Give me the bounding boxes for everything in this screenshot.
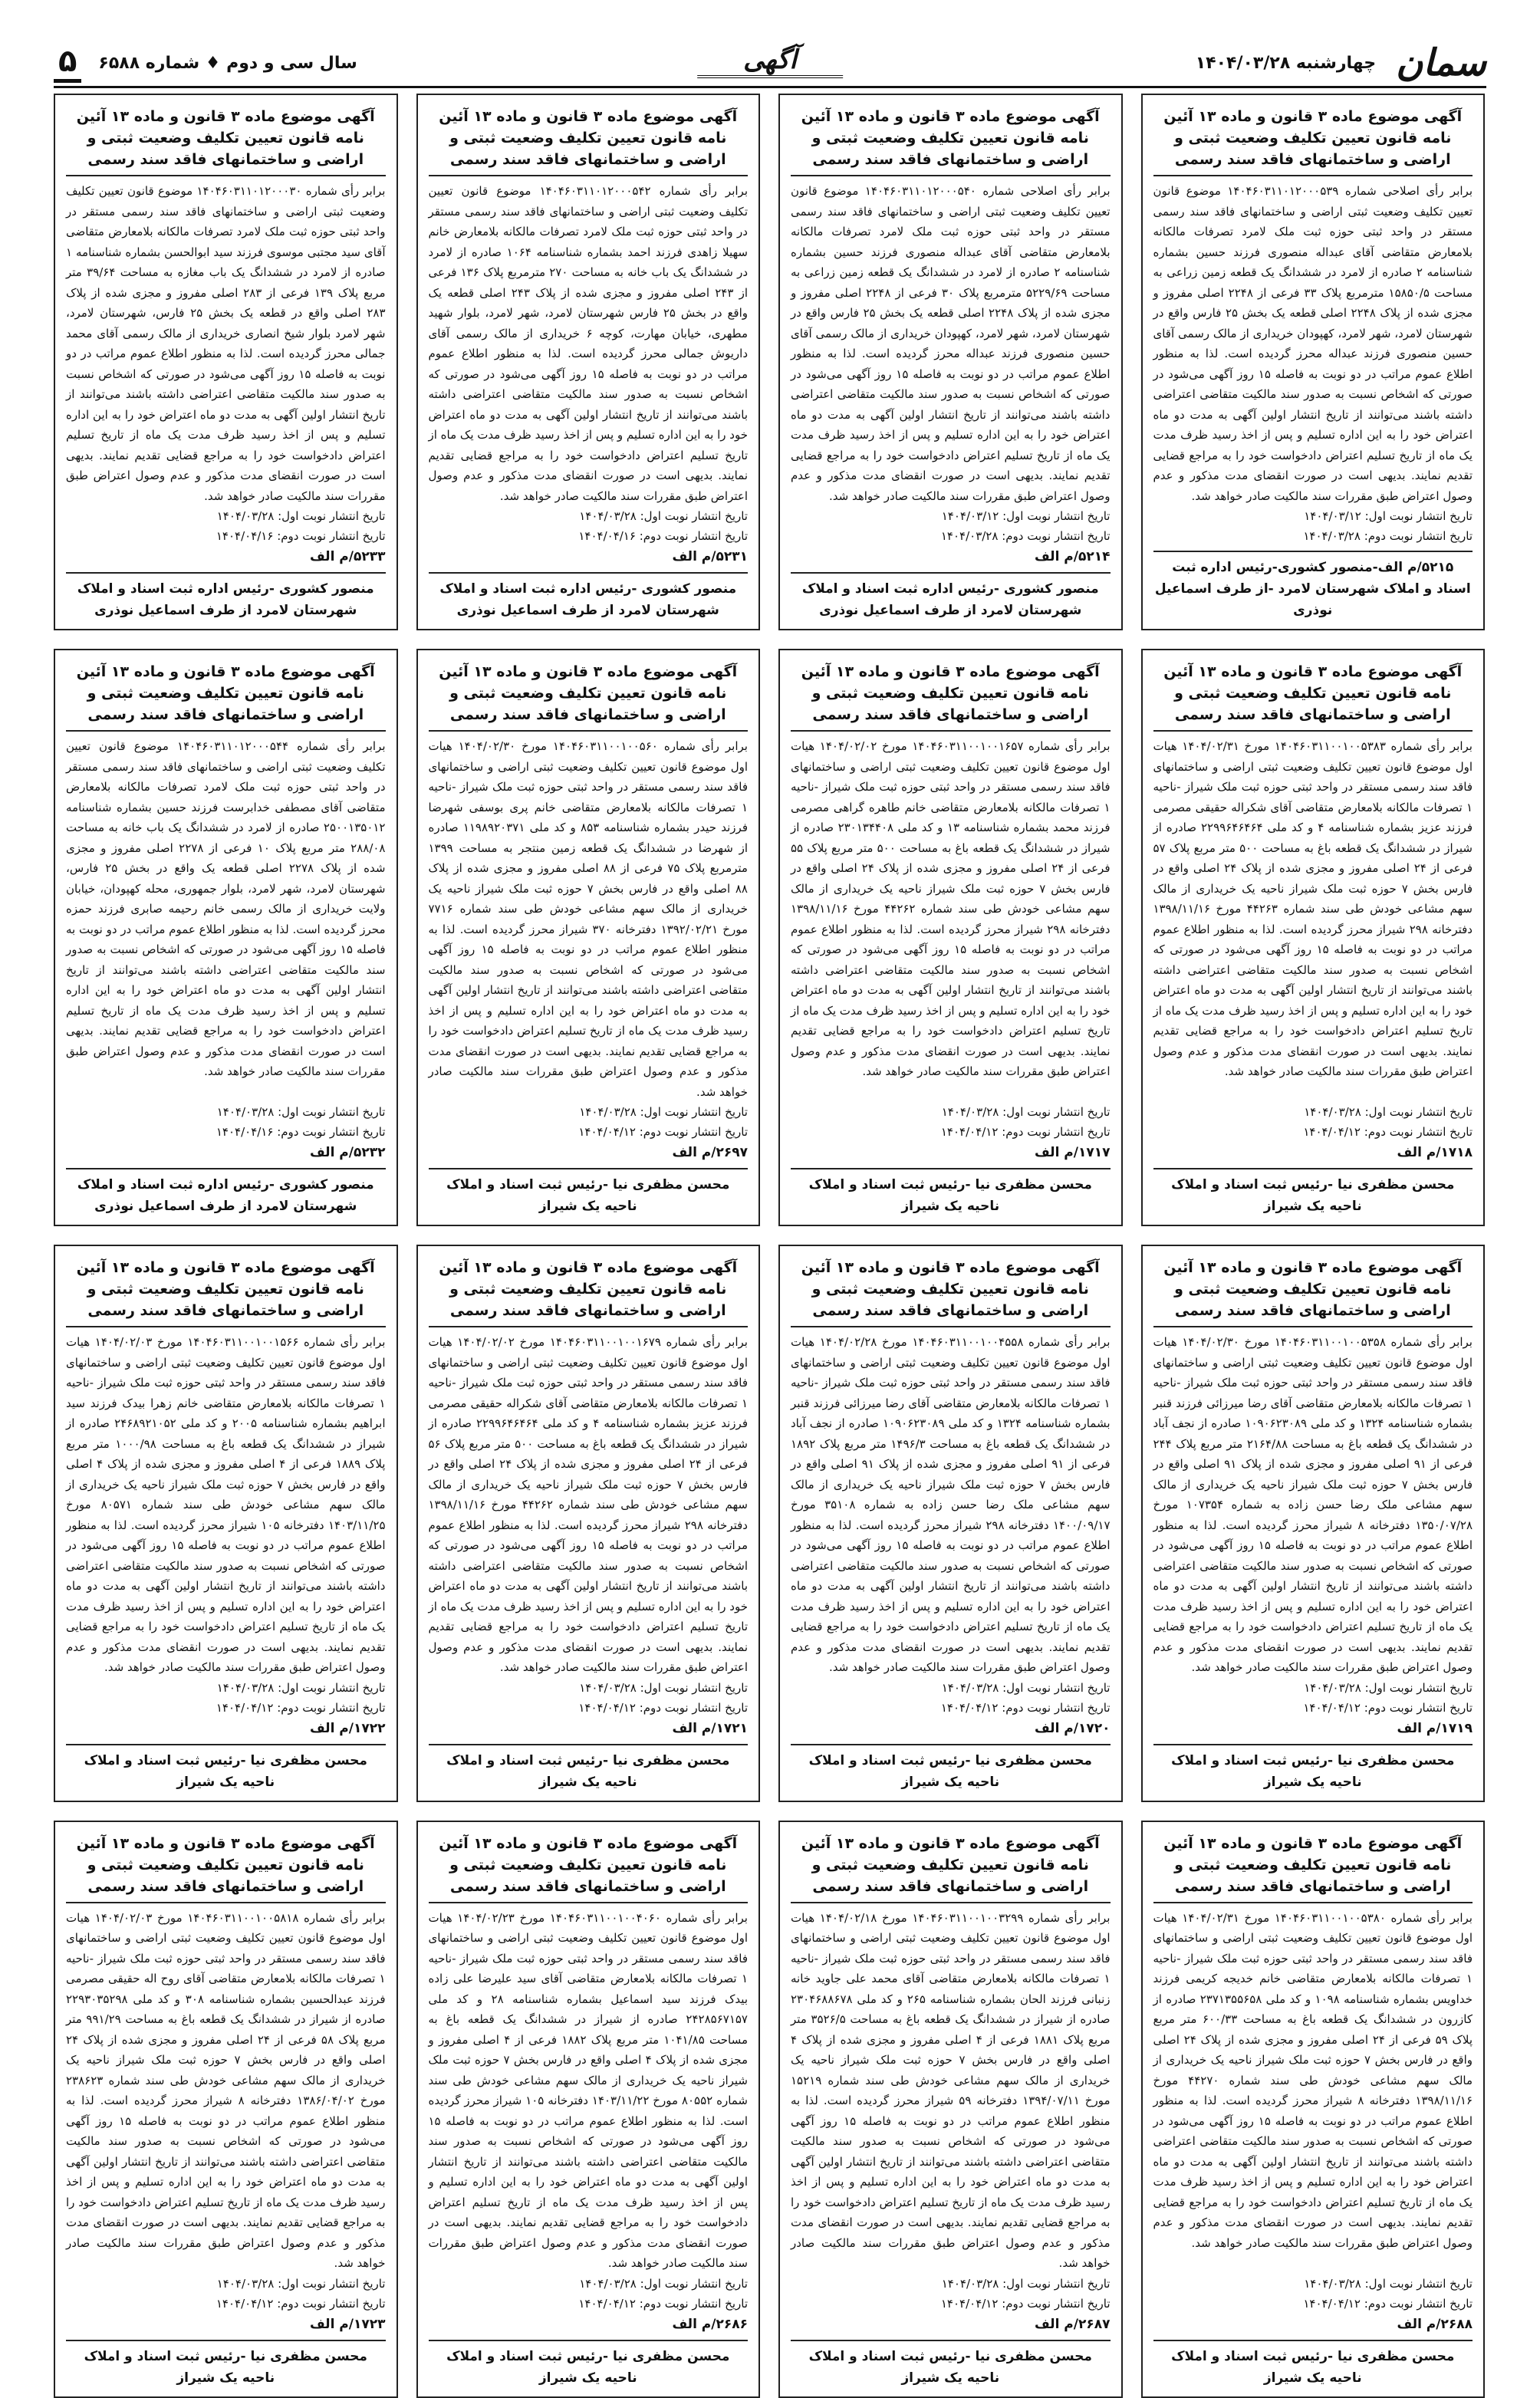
second-publication-date: تاریخ انتشار نوبت دوم: ۱۴۰۴/۰۴/۱۲ (1303, 1700, 1473, 1715)
notice-code: ۱۷۲۳/م الف (309, 2316, 386, 2332)
notice-title: آگهی موضوع ماده ۳ قانون و ماده ۱۳ آئین نامه قانون تعیین تکلیف وضعیت ثبتی و اراضی و ساختمانهای فاقد سند رسمی (791, 1257, 1111, 1327)
notice-body: برابر رأی اصلاحی شماره ۱۴۰۴۶۰۳۱۱۰۱۲۰۰۰۵۳۹ موضوع قانون تعیین تکلیف وضعیت ثبتی اراضی و ساختمانهای فاقد سند رسمی مستقر در واحد ثبتی حوزه ثبت ملک لامرد تصرفات مالکانه بلامعارض متقاضی آقای عبداله منصوری فرزند حسین بشماره شناسنامه ۲ صادره از لامرد در ششدانگ یک قطعه زمین زراعی به مساحت ۱۵۸۵۰/۵ مترمربع پلاک ۳۳ فرعی از ۲۲۴۸ اصلی مفروز و مجزی شده از پلاک ۲۲۴۸ اصلی قطعه یک بخش ۲۵ فارس واقع در شهرستان لامرد، شهر لامرد، کهپودان خریداری از مالک رسمی آقای حسین منصوری فرزند عبداله محرز گردیده است. لذا به منظور اطلاع عموم مراتب در دو نوبت به فاصله ۱۵ روز آگهی می‌شود در صورتی که اشخاص نسبت به صدور سند مالکیت متقاضی اعتراضی داشته باشند می‌توانند از تاریخ انتشار اولین آگهی به مدت دو ماه اعتراض خود را به این اداره تسلیم و پس از اخذ رسید ظرف مدت یک ماه از تاریخ تسلیم اعتراض دادخواست خود را به مراجع قضایی تقدیم نمایند. بدیهی است در صورت انقضای مدت مذکور و عدم وصول اعتراض طبق مقررات سند مالکیت صادر خواهد شد. (1153, 184, 1473, 503)
notice-body: برابر رأی شماره ۱۴۰۴۶۰۳۱۱۰۰۱۰۰۴۵۵۸ مورخ ۱۴۰۴/۰۲/۲۸ هیات اول موضوع قانون تعیین تکلیف وضعیت ثبتی اراضی و ساختمانهای فاقد سند رسمی مستقر در واحد ثبتی حوزه ثبت ملک شیراز -ناحیه ۱ تصرفات مالکانه بلامعارض متقاضی آقای رضا میرزائی فرزند قنبر بشماره شناسنامه ۱۳۲۴ و کد ملی ۱۰۹۰۶۲۳۰۸۹ صادره از نجف آباد در ششدانگ یک قطعه باغ به مساحت ۱۴۹۶/۳ متر مربع پلاک ۱۸۹۲ فرعی از ۹۱ اصلی مفروز و مجزی شده از پلاک ۹۱ اصلی واقع در فارس بخش ۷ حوزه ثبت ملک شیراز ناحیه یک خریداری از مالک سهم مشاعی ملک رضا حسن زاده به شماره ۳۵۱۰۸ مورخ ۱۴۰۰/۰۹/۱۷ دفترخانه ۲۹۸ شیراز محرز گردیده است. لذا به منظور اطلاع عموم مراتب در دو نوبت به فاصله ۱۵ روز آگهی می‌شود در صورتی که اشخاص نسبت به صدور سند مالکیت متقاضی اعتراضی داشته باشند می‌توانند از تاریخ انتشار اولین آگهی به مدت دو ماه اعتراض خود را به این اداره تسلیم و پس از اخذ رسید ظرف مدت یک ماه از تاریخ تسلیم اعتراض دادخواست خود را به مراجع قضایی تقدیم نمایند. بدیهی است در صورت انقضای مدت مذکور و عدم وصول اعتراض طبق مقررات سند مالکیت صادر خواهد شد. (791, 1335, 1111, 1674)
first-publication-date: تاریخ انتشار نوبت اول: ۱۴۰۴/۰۳/۲۸ (216, 1105, 386, 1119)
second-publication-date: تاریخ انتشار نوبت دوم: ۱۴۰۴/۰۴/۱۶ (216, 529, 386, 543)
notice-signature: محسن مظفری نیا -رئیس ثبت اسناد و املاک ناحیه یک شیراز (66, 1744, 386, 1793)
legal-notice (1141, 94, 1486, 630)
second-publication-date: تاریخ انتشار نوبت دوم: ۱۴۰۴/۰۴/۱۶ (216, 1125, 386, 1139)
masthead-right (1196, 41, 1486, 84)
header-rule (54, 86, 1486, 88)
notice-body: برابر رأی شماره ۱۴۰۴۶۰۳۱۱۰۱۲۰۰۰۳۰ موضوع قانون تعیین تکلیف وضعیت ثبتی اراضی و ساختمانهای فاقد سند رسمی مستقر در واحد ثبتی حوزه ثبت ملک لامرد تصرفات مالکانه بلامعارض متقاضی آقای سید مجتبی موسوی فرزند سید ابوالحسن بشماره شناسنامه ۱ صادره از لامرد در ششدانگ یک باب مغازه به مساحت ۳۹/۶۴ متر مربع پلاک ۱۳۹ فرعی از ۲۸۳ اصلی مفروز و مجزی شده از پلاک ۲۸۳ اصلی واقع در قطعه یک بخش ۲۵ فارس، شهرستان لامرد، شهر لامرد بلوار شیخ انصاری خریداری از مالک رسمی آقای محمد جمالی محرز گردیده است. لذا به منظور اطلاع عموم مراتب در دو نوبت به فاصله ۱۵ روز آگهی می‌شود در صورتی که اشخاص نسبت به صدور سند مالکیت متقاضی اعتراضی داشته باشند می‌توانند از تاریخ انتشار اولین آگهی به مدت دو ماه اعتراض خود را به این اداره تسلیم و پس از اخذ رسید ظرف مدت یک ماه از تاریخ تسلیم اعتراض دادخواست خود را به مراجع قضایی تقدیم نمایند. بدیهی است در صورت انقضای مدت مذکور و عدم وصول اعتراض طبق مقررات سند مالکیت صادر خواهد شد. (66, 184, 386, 503)
notice-code: ۲۶۹۷/م الف (672, 1145, 748, 1160)
second-publication-date: تاریخ انتشار نوبت دوم: ۱۴۰۴/۰۴/۱۲ (578, 1125, 748, 1139)
notice-body: برابر رأی اصلاحی شماره ۱۴۰۴۶۰۳۱۱۰۱۲۰۰۰۵۴۰ موضوع قانون تعیین تکلیف وضعیت ثبتی اراضی و ساختمانهای فاقد سند رسمی مستقر در واحد ثبتی حوزه ثبت ملک لامرد تصرفات مالکانه بلامعارض متقاضی آقای عبداله منصوری فرزند حسین بشماره شناسنامه ۲ صادره از لامرد در ششدانگ یک قطعه زمین زراعی به مساحت ۵۲۲۹/۶۹ مترمربع پلاک ۳۰ فرعی از ۲۲۴۸ اصلی مفروز و مجزی شده از پلاک ۲۲۴۸ اصلی قطعه یک بخش ۲۵ فارس واقع در شهرستان لامرد، شهر لامرد، کهپودان خریداری از مالک رسمی آقای حسین منصوری فرزند عبداله محرز گردیده است. لذا به منظور اطلاع عموم مراتب در دو نوبت به فاصله ۱۵ روز آگهی می‌شود در صورتی که اشخاص نسبت به صدور سند مالکیت متقاضی اعتراضی داشته باشند می‌توانند از تاریخ انتشار اولین آگهی به مدت دو ماه اعتراض خود را به این اداره تسلیم و پس از اخذ رسید ظرف مدت یک ماه از تاریخ تسلیم اعتراض دادخواست خود را به مراجع قضایی تقدیم نمایند. بدیهی است در صورت انقضای مدت مذکور و عدم وصول اعتراض طبق مقررات سند مالکیت صادر خواهد شد. (791, 184, 1111, 503)
legal-notice (54, 1821, 398, 2398)
first-publication-date: تاریخ انتشار نوبت اول: ۱۴۰۴/۰۳/۲۸ (216, 509, 386, 523)
notice-title: آگهی موضوع ماده ۳ قانون و ماده ۱۳ آئین نامه قانون تعیین تکلیف وضعیت ثبتی و اراضی و ساختمانهای فاقد سند رسمی (66, 661, 386, 732)
notice-title: آگهی موضوع ماده ۳ قانون و ماده ۱۳ آئین نامه قانون تعیین تکلیف وضعیت ثبتی و اراضی و ساختمانهای فاقد سند رسمی (791, 106, 1111, 176)
second-publication-date: تاریخ انتشار نوبت دوم: ۱۴۰۴/۰۴/۱۲ (1303, 2296, 1473, 2311)
first-publication-date: تاریخ انتشار نوبت اول: ۱۴۰۴/۰۳/۲۸ (579, 509, 748, 523)
notice-code: ۱۷۲۱/م الف (672, 1720, 748, 1736)
notice-code: ۱۷۲۰/م الف (1034, 1720, 1111, 1736)
notice-title: آگهی موضوع ماده ۳ قانون و ماده ۱۳ آئین نامه قانون تعیین تکلیف وضعیت ثبتی و اراضی و ساختمانهای فاقد سند رسمی (791, 1833, 1111, 1903)
notice-body: برابر رأی شماره ۱۴۰۴۶۰۳۱۱۰۰۱۰۰۵۶۰ مورخ ۱۴۰۴/۰۲/۳۰ هیات اول موضوع قانون تعیین تکلیف وضعیت ثبتی اراضی و ساختمانهای فاقد سند رسمی مستقر در واحد ثبتی حوزه ثبت ملک شیراز -ناحیه ۱ تصرفات مالکانه بلامعارض متقاضی خانم پری بوسفی شهرضا فرزند حیدر بشماره شناسنامه ۸۵۳ و کد ملی ۱۱۹۸۹۲۰۳۷۱ صادره از شهرضا در ششدانگ یک قطعه زمین منتجر به مساحت ۱۳۹۹ مترمربع پلاک ۷۵ فرعی از ۸۸ اصلی مفروز و مجزی شده از پلاک ۸۸ اصلی واقع در فارس بخش ۷ حوزه ثبت ملک شیراز ناحیه یک خریداری از مالک سهم مشاعی خودش طی سند شماره ۷۷۱۶ مورخ ۱۳۹۲/۰۲/۲۱ دفترخانه ۳۷۰ شیراز محرز گردیده است. لذا به منظور اطلاع عموم مراتب در دو نوبت به فاصله ۱۵ روز آگهی می‌شود در صورتی که اشخاص نسبت به صدور سند مالکیت متقاضی اعتراضی داشته باشند می‌توانند از تاریخ انتشار اولین آگهی به مدت دو ماه اعتراض خود را به این اداره تسلیم و پس از اخذ رسید ظرف مدت یک ماه از تاریخ تسلیم اعتراض دادخواست خود را به مراجع قضایی تقدیم نمایند. بدیهی است در صورت انقضای مدت مذکور و عدم وصول اعتراض طبق مقررات سند مالکیت صادر خواهد شد. (428, 739, 749, 1099)
notice-body: برابر رأی شماره ۱۴۰۴۶۰۳۱۱۰۰۱۰۰۳۲۹۹ مورخ ۱۴۰۴/۰۲/۱۸ هیات اول موضوع قانون تعیین تکلیف وضعیت ثبتی اراضی و ساختمانهای فاقد سند رسمی مستقر در واحد ثبتی حوزه ثبت ملک شیراز -ناحیه ۱ تصرفات مالکانه بلامعارض متقاضی آقای محمد علی جاوید خانه زنبانی فرزند الحان بشماره شناسنامه ۲۶۵ و کد ملی ۲۳۰۴۶۸۸۶۷۸ صادره از شیراز در ششدانگ یک قطعه باغ به مساحت ۳۵۲۶/۵ متر مربع پلاک ۱۸۸۱ فرعی از ۴ اصلی مفروز و مجزی شده از پلاک ۴ اصلی واقع در فارس بخش ۷ حوزه ثبت ملک شیراز ناحیه یک خریداری از مالک سهم مشاعی خودش طی سند شماره ۱۵۲۱۹ مورخ ۱۳۹۴/۰۷/۱۱ دفترخانه ۵۹ شیراز محرز گردیده است. لذا به منظور اطلاع عموم مراتب در دو نوبت به فاصله ۱۵ روز آگهی می‌شود در صورتی که اشخاص نسبت به صدور سند مالکیت متقاضی اعتراضی داشته باشند می‌توانند از تاریخ انتشار اولین آگهی به مدت دو ماه اعتراض خود را به این اداره تسلیم و پس از اخذ رسید ظرف مدت یک ماه از تاریخ تسلیم اعتراض دادخواست خود را به مراجع قضایی تقدیم نمایند. بدیهی است در صورت انقضای مدت مذکور و عدم وصول اعتراض طبق مقررات سند مالکیت صادر خواهد شد. (791, 1910, 1111, 2270)
notice-title: آگهی موضوع ماده ۳ قانون و ماده ۱۳ آئین نامه قانون تعیین تکلیف وضعیت ثبتی و اراضی و ساختمانهای فاقد سند رسمی (1153, 1833, 1473, 1903)
notice-code: ۵۲۳۱/م الف (672, 549, 748, 564)
second-publication-date: تاریخ انتشار نوبت دوم: ۱۴۰۴/۰۴/۱۲ (578, 2296, 748, 2311)
notice-body: برابر رأی شماره ۱۴۰۴۶۰۳۱۱۰۱۲۰۰۰۵۴۲ موضوع قانون تعیین تکلیف وضعیت ثبتی اراضی و ساختمانهای فاقد سند رسمی مستقر در واحد ثبتی حوزه ثبت ملک لامرد تصرفات مالکانه بلامعارض خانم سهیلا زاهدی فرزند احمد بشماره شناسنامه ۱۰۶۴ صادره از لامرد در ششدانگ یک باب خانه به مساحت ۲۷۰ مترمربع پلاک ۱۳۶ فرعی از ۲۴۳ اصلی مفروز و مجزی شده از پلاک ۲۴۳ اصلی قطعه یک واقع در بخش ۲۵ فارس شهرستان لامرد، شهر لامرد، بلوار شهید مطهری، خیابان مهارت، کوچه ۶ خریداری از مالک رسمی آقای داریوش جمالی محرز گردیده است. لذا به منظور اطلاع عموم مراتب در دو نوبت به فاصله ۱۵ روز آگهی می‌شود در صورتی که اشخاص نسبت به صدور سند مالکیت متقاضی اعتراضی داشته باشند می‌توانند از تاریخ انتشار اولین آگهی به مدت دو ماه اعتراض خود را به این اداره تسلیم و پس از اخذ رسید ظرف مدت یک ماه از تاریخ تسلیم اعتراض دادخواست خود را به مراجع قضایی تقدیم نمایند. بدیهی است در صورت انقضای مدت مذکور و عدم وصول اعتراض طبق مقررات سند مالکیت صادر خواهد شد. (428, 184, 749, 503)
issue-number: سال سی و دوم ♦ شماره ۶۵۸۸ (98, 53, 357, 73)
legal-notice (778, 94, 1123, 630)
legal-notice (416, 1245, 761, 1802)
first-publication-date: تاریخ انتشار نوبت اول: ۱۴۰۴/۰۳/۲۸ (1304, 1680, 1473, 1695)
notice-title: آگهی موضوع ماده ۳ قانون و ماده ۱۳ آئین نامه قانون تعیین تکلیف وضعیت ثبتی و اراضی و ساختمانهای فاقد سند رسمی (429, 106, 749, 176)
notice-body: برابر رأی شماره ۱۴۰۴۶۰۳۱۱۰۰۱۰۰۵۳۸۳ مورخ ۱۴۰۴/۰۲/۳۱ هیات اول موضوع قانون تعیین تکلیف وضعیت ثبتی اراضی و ساختمانهای فاقد سند رسمی مستقر در واحد ثبتی حوزه ثبت ملک شیراز -ناحیه ۱ تصرفات مالکانه بلامعارض متقاضی آقای شکراله حقیقی مصرمی فرزند عزیز بشماره شناسنامه ۴ و کد ملی ۲۲۹۹۶۴۶۴۶۴ صادره از شیراز در ششدانگ یک قطعه باغ به مساحت ۵۰۰ متر مربع پلاک ۵۷ فرعی از ۲۴ اصلی مفروز و مجزی شده از پلاک ۲۴ اصلی واقع در فارس بخش ۷ حوزه ثبت ملک شیراز ناحیه یک خریداری از مالک سهم مشاعی خودش طی سند شماره ۴۴۲۶۳ مورخ ۱۳۹۸/۱۱/۱۶ دفترخانه ۲۹۸ شیراز محرز گردیده است. لذا به منظور اطلاع عموم مراتب در دو نوبت به فاصله ۱۵ روز آگهی می‌شود در صورتی که اشخاص نسبت به صدور سند مالکیت متقاضی اعتراضی داشته باشند می‌توانند از تاریخ انتشار اولین آگهی به مدت دو ماه اعتراض خود را به این اداره تسلیم و پس از اخذ رسید ظرف مدت یک ماه از تاریخ تسلیم اعتراض دادخواست خود را به مراجع قضایی تقدیم نمایند. بدیهی است در صورت انقضای مدت مذکور و عدم وصول اعتراض طبق مقررات سند مالکیت صادر خواهد شد. (1153, 739, 1473, 1078)
notice-signature: محسن مظفری نیا -رئیس ثبت اسناد و املاک ناحیه یک شیراز (429, 2340, 749, 2389)
notice-code: ۱۷۱۸/م الف (1397, 1145, 1473, 1160)
notice-body: برابر رأی شماره ۱۴۰۴۶۰۳۱۱۰۰۱۰۰۱۶۵۷ مورخ ۱۴۰۴/۰۲/۰۲ هیات اول موضوع قانون تعیین تکلیف وضعیت ثبتی اراضی و ساختمانهای فاقد سند رسمی مستقر در واحد ثبتی حوزه ثبت ملک شیراز -ناحیه ۱ تصرفات مالکانه بلامعارض متقاضی خانم طاهره گراهی مصرمی فرزند محمد بشماره شناسنامه ۱۳ و کد ملی ۲۳۰۱۳۴۴۰۸ صادره از شیراز در ششدانگ یک قطعه باغ به مساحت ۵۰۰ متر مربع پلاک ۵۵ فرعی از ۲۴ اصلی مفروز و مجزی شده از پلاک ۲۴ اصلی واقع در فارس بخش ۷ حوزه ثبت ملک شیراز ناحیه یک خریداری از مالک سهم مشاعی خودش طی سند شماره ۴۴۲۶۲ مورخ ۱۳۹۸/۱۱/۱۶ دفترخانه ۲۹۸ شیراز محرز گردیده است. لذا به منظور اطلاع عموم مراتب در دو نوبت به فاصله ۱۵ روز آگهی می‌شود در صورتی که اشخاص نسبت به صدور سند مالکیت متقاضی اعتراضی داشته باشند می‌توانند از تاریخ انتشار اولین آگهی به مدت دو ماه اعتراض خود را به این اداره تسلیم و پس از اخذ رسید ظرف مدت یک ماه از تاریخ تسلیم اعتراض دادخواست خود را به مراجع قضایی تقدیم نمایند. بدیهی است در صورت انقضای مدت مذکور و عدم وصول اعتراض طبق مقررات سند مالکیت صادر خواهد شد. (790, 739, 1111, 1078)
masthead-left (54, 44, 357, 83)
legal-notice (778, 649, 1123, 1226)
legal-notice (54, 649, 398, 1226)
notice-code: ۲۶۸۸/م الف (1397, 2316, 1473, 2332)
first-publication-date: تاریخ انتشار نوبت اول: ۱۴۰۴/۰۳/۲۸ (941, 1680, 1111, 1695)
first-publication-date: تاریخ انتشار نوبت اول: ۱۴۰۴/۰۳/۱۲ (941, 509, 1111, 523)
legal-notice (778, 1245, 1123, 1802)
notice-signature: منصور کشوری -رئیس اداره ثبت اسناد و املاک شهرستان لامرد از طرف اسماعیل نوذری (791, 572, 1111, 621)
legal-notice (778, 1821, 1123, 2398)
notice-signature: محسن مظفری نیا -رئیس ثبت اسناد و املاک ناحیه یک شیراز (791, 1744, 1111, 1793)
issue-date: چهارشنبه ۱۴۰۴/۰۳/۲۸ (1195, 53, 1377, 73)
notice-title: آگهی موضوع ماده ۳ قانون و ماده ۱۳ آئین نامه قانون تعیین تکلیف وضعیت ثبتی و اراضی و ساختمانهای فاقد سند رسمی (66, 1257, 386, 1327)
notice-signature: ۵۲۱۵/م الف-منصور کشوری-رئیس اداره ثبت اسناد و املاک شهرستان لامرد -از طرف اسماعیل نوذری (1153, 551, 1473, 621)
second-publication-date: تاریخ انتشار نوبت دوم: ۱۴۰۴/۰۴/۱۲ (216, 2296, 386, 2311)
first-publication-date: تاریخ انتشار نوبت اول: ۱۴۰۴/۰۳/۲۸ (579, 1680, 748, 1695)
masthead (54, 40, 1486, 86)
notice-signature: محسن مظفری نیا -رئیس ثبت اسناد و املاک ناحیه یک شیراز (1153, 1168, 1473, 1217)
first-publication-date: تاریخ انتشار نوبت اول: ۱۴۰۴/۰۳/۲۸ (1304, 2276, 1473, 2291)
second-publication-date: تاریخ انتشار نوبت دوم: ۱۴۰۴/۰۴/۱۲ (578, 1700, 748, 1715)
notice-body: برابر رأی شماره ۱۴۰۴۶۰۳۱۱۰۰۱۰۰۵۳۸۰ مورخ ۱۴۰۴/۰۲/۳۱ هیات اول موضوع قانون تعیین تکلیف وضعیت ثبتی اراضی و ساختمانهای فاقد سند رسمی مستقر در واحد ثبتی حوزه ثبت ملک شیراز -ناحیه ۱ تصرفات مالکانه بلامعارض متقاضی خانم خدیجه کریمی فرزند خداویس بشماره شناسنامه ۱۰۹۸ و کد ملی ۲۳۷۱۳۵۵۶۵۸ صادره از کازرون در ششدانگ یک قطعه باغ به مساحت ۶۰۰/۳۳ متر مربع پلاک ۵۹ فرعی از ۲۴ اصلی مفروز و مجزی شده از پلاک ۲۴ اصلی واقع در فارس بخش ۷ حوزه ثبت ملک شیراز ناحیه یک خریداری از مالک سهم مشاعی خودش طی سند شماره ۴۴۲۷۰ مورخ ۱۳۹۸/۱۱/۱۶ دفترخانه ۸ شیراز محرز گردیده است. لذا به منظور اطلاع عموم مراتب در دو نوبت به فاصله ۱۵ روز آگهی می‌شود در صورتی که اشخاص نسبت به صدور سند مالکیت متقاضی اعتراضی داشته باشند می‌توانند از تاریخ انتشار اولین آگهی به مدت دو ماه اعتراض خود را به این اداره تسلیم و پس از اخذ رسید ظرف مدت یک ماه از تاریخ تسلیم اعتراض دادخواست خود را به مراجع قضایی تقدیم نمایند. بدیهی است در صورت انقضای مدت مذکور و عدم وصول اعتراض طبق مقررات سند مالکیت صادر خواهد شد. (1153, 1910, 1473, 2250)
notice-signature: منصور کشوری -رئیس اداره ثبت اسناد و املاک شهرستان لامرد از طرف اسماعیل نوذری (429, 572, 749, 621)
notice-body: برابر رأی شماره ۱۴۰۴۶۰۳۱۱۰۰۱۰۰۱۶۷۹ مورخ ۱۴۰۴/۰۲/۰۲ هیات اول موضوع قانون تعیین تکلیف وضعیت ثبتی اراضی و ساختمانهای فاقد سند رسمی مستقر در واحد ثبتی حوزه ثبت ملک شیراز -ناحیه ۱ تصرفات مالکانه بلامعارض متقاضی آقای شکراله حقیقی مصرمی فرزند عزیز بشماره شناسنامه ۴ و کد ملی ۲۲۹۹۶۴۶۴۶۴ صادره از شیراز در ششدانگ یک قطعه باغ به مساحت ۵۰۰ متر مربع پلاک ۵۶ فرعی از ۲۴ اصلی مفروز و مجزی شده از پلاک ۲۴ اصلی واقع در فارس بخش ۷ حوزه ثبت ملک شیراز ناحیه یک خریداری از مالک سهم مشاعی خودش طی سند شماره ۴۴۲۶۲ مورخ ۱۳۹۸/۱۱/۱۶ دفترخانه ۲۹۸ شیراز محرز گردیده است. لذا به منظور اطلاع عموم مراتب در دو نوبت به فاصله ۱۵ روز آگهی می‌شود در صورتی که اشخاص نسبت به صدور سند مالکیت متقاضی اعتراضی داشته باشند می‌توانند از تاریخ انتشار اولین آگهی به مدت دو ماه اعتراض خود را به این اداره تسلیم و پس از اخذ رسید ظرف مدت یک ماه از تاریخ تسلیم اعتراض دادخواست خود را به مراجع قضایی تقدیم نمایند. بدیهی است در صورت انقضای مدت مذکور و عدم وصول اعتراض طبق مقررات سند مالکیت صادر خواهد شد. (428, 1335, 749, 1674)
first-publication-date: تاریخ انتشار نوبت اول: ۱۴۰۴/۰۳/۲۸ (941, 1105, 1111, 1119)
notice-signature: محسن مظفری نیا -رئیس ثبت اسناد و املاک ناحیه یک شیراز (1153, 2340, 1473, 2389)
first-publication-date: تاریخ انتشار نوبت اول: ۱۴۰۴/۰۳/۲۸ (1304, 1105, 1473, 1119)
notice-signature: محسن مظفری نیا -رئیس ثبت اسناد و املاک ناحیه یک شیراز (791, 2340, 1111, 2389)
notice-title: آگهی موضوع ماده ۳ قانون و ماده ۱۳ آئین نامه قانون تعیین تکلیف وضعیت ثبتی و اراضی و ساختمانهای فاقد سند رسمی (66, 1833, 386, 1903)
notice-signature: محسن مظفری نیا -رئیس ثبت اسناد و املاک ناحیه یک شیراز (1153, 1744, 1473, 1793)
masthead-center (697, 40, 843, 80)
first-publication-date: تاریخ انتشار نوبت اول: ۱۴۰۴/۰۳/۲۸ (579, 2276, 748, 2291)
notice-signature: محسن مظفری نیا -رئیس ثبت اسناد و املاک ناحیه یک شیراز (429, 1168, 749, 1217)
notice-code: ۱۷۱۹/م الف (1397, 1720, 1473, 1736)
notice-code: ۱۷۱۷/م الف (1034, 1145, 1111, 1160)
notice-code: ۲۶۸۷/م الف (1034, 2316, 1111, 2332)
notice-title: آگهی موضوع ماده ۳ قانون و ماده ۱۳ آئین نامه قانون تعیین تکلیف وضعیت ثبتی و اراضی و ساختمانهای فاقد سند رسمی (791, 661, 1111, 732)
notice-code: ۵۲۱۴/م الف (1034, 549, 1111, 564)
page-number: ۵ (54, 44, 81, 83)
notice-signature: محسن مظفری نیا -رئیس ثبت اسناد و املاک ناحیه یک شیراز (429, 1744, 749, 1793)
second-publication-date: تاریخ انتشار نوبت دوم: ۱۴۰۴/۰۴/۱۲ (940, 2296, 1111, 2311)
legal-notice (416, 649, 761, 1226)
notice-signature: منصور کشوری -رئیس اداره ثبت اسناد و املاک شهرستان لامرد از طرف اسماعیل نوذری (66, 572, 386, 621)
ads-grid (54, 94, 1485, 2386)
notice-signature: محسن مظفری نیا -رئیس ثبت اسناد و املاک ناحیه یک شیراز (791, 1168, 1111, 1217)
first-publication-date: تاریخ انتشار نوبت اول: ۱۴۰۴/۰۳/۲۸ (216, 1680, 386, 1695)
second-publication-date: تاریخ انتشار نوبت دوم: ۱۴۰۴/۰۳/۲۸ (1303, 529, 1473, 543)
legal-notice (1141, 1245, 1486, 1802)
newspaper-logo: سمان (1396, 41, 1486, 84)
notice-title: آگهی موضوع ماده ۳ قانون و ماده ۱۳ آئین نامه قانون تعیین تکلیف وضعیت ثبتی و اراضی و ساختمانهای فاقد سند رسمی (429, 1257, 749, 1327)
second-publication-date: تاریخ انتشار نوبت دوم: ۱۴۰۴/۰۴/۱۲ (1303, 1125, 1473, 1139)
first-publication-date: تاریخ انتشار نوبت اول: ۱۴۰۴/۰۳/۲۸ (579, 1105, 748, 1119)
legal-notice (1141, 649, 1486, 1226)
notice-code: ۲۶۸۶/م الف (672, 2316, 748, 2332)
legal-notice (416, 1821, 761, 2398)
first-publication-date: تاریخ انتشار نوبت اول: ۱۴۰۴/۰۳/۱۲ (1304, 509, 1473, 523)
second-publication-date: تاریخ انتشار نوبت دوم: ۱۴۰۴/۰۴/۱۶ (578, 529, 748, 543)
legal-notice (54, 94, 398, 630)
first-publication-date: تاریخ انتشار نوبت اول: ۱۴۰۴/۰۳/۲۸ (216, 2276, 386, 2291)
notice-body: برابر رأی شماره ۱۴۰۴۶۰۳۱۱۰۰۱۰۰۵۸۱۸ مورخ ۱۴۰۴/۰۲/۰۳ هیات اول موضوع قانون تعیین تکلیف وضعیت ثبتی اراضی و ساختمانهای فاقد سند رسمی مستقر در واحد ثبتی حوزه ثبت ملک شیراز -ناحیه ۱ تصرفات مالکانه بلامعارض متقاضی آقای روح اله حقیقی مصرمی فرزند عبدالحسین بشماره شناسنامه ۳۰۸ و کد ملی ۲۲۹۳۰۳۵۲۹۸ صادره از شیراز در ششدانگ یک قطعه باغ به مساحت ۹۹۱/۲۹ متر مربع پلاک ۵۸ فرعی از ۲۴ اصلی مفروز و مجزی شده از پلاک ۲۴ اصلی واقع در فارس بخش ۷ حوزه ثبت ملک شیراز ناحیه یک خریداری از مالک سهم مشاعی خودش طی سند شماره ۲۳۸۶۲۳ مورخ ۱۳۸۶/۰۴/۰۲ دفترخانه ۸ شیراز محرز گردیده است. لذا به منظور اطلاع عموم مراتب در دو نوبت به فاصله ۱۵ روز آگهی می‌شود در صورتی که اشخاص نسبت به صدور سند مالکیت متقاضی اعتراضی داشته باشند می‌توانند از تاریخ انتشار اولین آگهی به مدت دو ماه اعتراض خود را به این اداره تسلیم و پس از اخذ رسید ظرف مدت یک ماه از تاریخ تسلیم اعتراض دادخواست خود را به مراجع قضایی تقدیم نمایند. بدیهی است در صورت انقضای مدت مذکور و عدم وصول اعتراض طبق مقررات سند مالکیت صادر خواهد شد. (66, 1910, 386, 2270)
notice-signature: محسن مظفری نیا -رئیس ثبت اسناد و املاک ناحیه یک شیراز (66, 2340, 386, 2389)
first-publication-date: تاریخ انتشار نوبت اول: ۱۴۰۴/۰۳/۲۸ (941, 2276, 1111, 2291)
legal-notice (416, 94, 761, 630)
second-publication-date: تاریخ انتشار نوبت دوم: ۱۴۰۴/۰۴/۱۲ (216, 1700, 386, 1715)
second-publication-date: تاریخ انتشار نوبت دوم: ۱۴۰۴/۰۴/۱۲ (940, 1700, 1111, 1715)
notice-title: آگهی موضوع ماده ۳ قانون و ماده ۱۳ آئین نامه قانون تعیین تکلیف وضعیت ثبتی و اراضی و ساختمانهای فاقد سند رسمی (1153, 106, 1473, 176)
notice-title: آگهی موضوع ماده ۳ قانون و ماده ۱۳ آئین نامه قانون تعیین تکلیف وضعیت ثبتی و اراضی و ساختمانهای فاقد سند رسمی (1153, 1257, 1473, 1327)
notice-body: برابر رأی شماره ۱۴۰۴۶۰۳۱۱۰۰۱۰۰۴۰۶۰ مورخ ۱۴۰۴/۰۲/۲۳ هیات اول موضوع قانون تعیین تکلیف وضعیت ثبتی اراضی و ساختمانهای فاقد سند رسمی مستقر در واحد ثبتی حوزه ثبت ملک شیراز -ناحیه ۱ تصرفات مالکانه بلامعارض متقاضی آقای سید علیرضا علی زاده بیدک فرزند سید اسماعیل بشماره شناسنامه ۲۸ و کد ملی ۲۴۲۸۵۶۷۱۵۷ صادره از شیراز در ششدانگ یک قطعه باغ به مساحت ۱۰۴۱/۸۵ متر مربع پلاک ۱۸۸۲ فرعی از ۴ اصلی مفروز و مجزی شده از پلاک ۴ اصلی واقع در فارس بخش ۷ حوزه ثبت ملک شیراز ناحیه یک خریداری از مالک سهم مشاعی خودش طی سند شماره ۸۰۵۵۲ مورخ ۱۴۰۳/۱۱/۲۲ دفترخانه ۱۰۵ شیراز محرز گردیده است. لذا به منظور اطلاع عموم مراتب در دو نوبت به فاصله ۱۵ روز آگهی می‌شود در صورتی که اشخاص نسبت به صدور سند مالکیت متقاضی اعتراضی داشته باشند می‌توانند از تاریخ انتشار اولین آگهی به مدت دو ماه اعتراض خود را به این اداره تسلیم و پس از اخذ رسید ظرف مدت یک ماه از تاریخ تسلیم اعتراض دادخواست خود را به مراجع قضایی تقدیم نمایند. بدیهی است در صورت انقضای مدت مذکور و عدم وصول اعتراض طبق مقررات سند مالکیت صادر خواهد شد. (428, 1910, 749, 2270)
notice-title: آگهی موضوع ماده ۳ قانون و ماده ۱۳ آئین نامه قانون تعیین تکلیف وضعیت ثبتی و اراضی و ساختمانهای فاقد سند رسمی (429, 1833, 749, 1903)
second-publication-date: تاریخ انتشار نوبت دوم: ۱۴۰۴/۰۴/۱۲ (940, 1125, 1111, 1139)
notice-code: ۵۲۳۳/م الف (309, 549, 386, 564)
notice-code: ۵۲۳۲/م الف (309, 1145, 386, 1160)
notice-body: برابر رأی شماره ۱۴۰۴۶۰۳۱۱۰۰۱۰۰۱۵۶۶ مورخ ۱۴۰۴/۰۲/۰۳ هیات اول موضوع قانون تعیین تکلیف وضعیت ثبتی اراضی و ساختمانهای فاقد سند رسمی مستقر در واحد ثبتی حوزه ثبت ملک شیراز -ناحیه ۱ تصرفات مالکانه بلامعارض متقاضی خانم زهرا بیدک فرزند سید ابراهیم بشماره شناسنامه ۲۰۰۵ و کد ملی ۲۴۶۸۹۲۱۰۵۲ صادره از شیراز در ششدانگ یک قطعه باغ به مساحت ۱۰۰۰/۹۸ متر مربع پلاک ۱۸۸۹ فرعی از ۴ اصلی مفروز و مجزی شده از پلاک ۴ اصلی واقع در فارس بخش ۷ حوزه ثبت ملک شیراز ناحیه یک خریداری از مالک سهم مشاعی خودش طی سند شماره ۸۰۵۷۱ مورخ ۱۴۰۳/۱۱/۲۵ دفترخانه ۱۰۵ شیراز محرز گردیده است. لذا به منظور اطلاع عموم مراتب در دو نوبت به فاصله ۱۵ روز آگهی می‌شود در صورتی که اشخاص نسبت به صدور سند مالکیت متقاضی اعتراضی داشته باشند می‌توانند از تاریخ انتشار اولین آگهی به مدت دو ماه اعتراض خود را به این اداره تسلیم و پس از اخذ رسید ظرف مدت یک ماه از تاریخ تسلیم اعتراض دادخواست خود را به مراجع قضایی تقدیم نمایند. بدیهی است در صورت انقضای مدت مذکور و عدم وصول اعتراض طبق مقررات سند مالکیت صادر خواهد شد. (66, 1335, 386, 1674)
notice-code: ۱۷۲۲/م الف (309, 1720, 386, 1736)
legal-notice (54, 1245, 398, 1802)
section-title: آگهی (697, 44, 843, 78)
second-publication-date: تاریخ انتشار نوبت دوم: ۱۴۰۴/۰۳/۲۸ (940, 529, 1111, 543)
notice-signature: منصور کشوری -رئیس اداره ثبت اسناد و املاک شهرستان لامرد از طرف اسماعیل نوذری (66, 1168, 386, 1217)
notice-title: آگهی موضوع ماده ۳ قانون و ماده ۱۳ آئین نامه قانون تعیین تکلیف وضعیت ثبتی و اراضی و ساختمانهای فاقد سند رسمی (1153, 661, 1473, 732)
notice-title: آگهی موضوع ماده ۳ قانون و ماده ۱۳ آئین نامه قانون تعیین تکلیف وضعیت ثبتی و اراضی و ساختمانهای فاقد سند رسمی (66, 106, 386, 176)
notice-title: آگهی موضوع ماده ۳ قانون و ماده ۱۳ آئین نامه قانون تعیین تکلیف وضعیت ثبتی و اراضی و ساختمانهای فاقد سند رسمی (429, 661, 749, 732)
legal-notice (1141, 1821, 1486, 2398)
notice-body: برابر رأی شماره ۱۴۰۴۶۰۳۱۱۰۱۲۰۰۰۵۴۴ موضوع قانون تعیین تکلیف وضعیت ثبتی اراضی و ساختمانهای فاقد سند رسمی مستقر در واحد ثبتی حوزه ثبت ملک لامرد تصرفات مالکانه بلامعارض متقاضی آقای مصطفی خدابرست فرزند حسین بشماره شناسنامه ۲۵۰۰۱۳۵۰۱۲ صادره از لامرد در ششدانگ یک باب خانه به مساحت ۲۸۸/۰۸ متر مربع پلاک ۱۰ فرعی از ۲۲۷۸ اصلی مفروز و مجزی شده از پلاک ۲۲۷۸ اصلی قطعه یک واقع در بخش ۲۵ فارس، شهرستان لامرد، شهر لامرد، بلوار جمهوری، محله کهپودان، خیابان ولایت خریداری از مالک رسمی خانم رحیمه صابری فرزند حمزه محرز گردیده است. لذا به منظور اطلاع عموم مراتب در دو نوبت به فاصله ۱۵ روز آگهی می‌شود در صورتی که اشخاص نسبت به صدور سند مالکیت متقاضی اعتراضی داشته باشند می‌توانند از تاریخ انتشار اولین آگهی به مدت دو ماه اعتراض خود را به این اداره تسلیم و پس از اخذ رسید ظرف مدت یک ماه از تاریخ تسلیم اعتراض دادخواست خود را به مراجع قضایی تقدیم نمایند. بدیهی است در صورت انقضای مدت مذکور و عدم وصول اعتراض طبق مقررات سند مالکیت صادر خواهد شد. (66, 739, 386, 1078)
notice-body: برابر رأی شماره ۱۴۰۴۶۰۳۱۱۰۰۱۰۰۵۳۵۸ مورخ ۱۴۰۴/۰۲/۳۰ هیات اول موضوع قانون تعیین تکلیف وضعیت ثبتی اراضی و ساختمانهای فاقد سند رسمی مستقر در واحد ثبتی حوزه ثبت ملک شیراز -ناحیه ۱ تصرفات مالکانه بلامعارض متقاضی آقای رضا میرزائی فرزند قنبر بشماره شناسنامه ۱۳۲۴ و کد ملی ۱۰۹۰۶۲۳۰۸۹ صادره از نجف آباد در ششدانگ یک قطعه باغ به مساحت ۲۱۶۴/۸۸ متر مربع پلاک ۲۴۴ فرعی از ۹۱ اصلی مفروز و مجزی شده از پلاک ۹۱ اصلی واقع در فارس بخش ۷ حوزه ثبت ملک شیراز ناحیه یک خریداری از مالک سهم مشاعی ملک رضا حسن زاده به شماره ۱۰۷۳۵۴ مورخ ۱۳۵۰/۰۷/۲۸ دفترخانه ۸ شیراز محرز گردیده است. لذا به منظور اطلاع عموم مراتب در دو نوبت به فاصله ۱۵ روز آگهی می‌شود در صورتی که اشخاص نسبت به صدور سند مالکیت متقاضی اعتراضی داشته باشند می‌توانند از تاریخ انتشار اولین آگهی به مدت دو ماه اعتراض خود را به این اداره تسلیم و پس از اخذ رسید ظرف مدت یک ماه از تاریخ تسلیم اعتراض دادخواست خود را به مراجع قضایی تقدیم نمایند. بدیهی است در صورت انقضای مدت مذکور و عدم وصول اعتراض طبق مقررات سند مالکیت صادر خواهد شد. (1153, 1335, 1473, 1674)
